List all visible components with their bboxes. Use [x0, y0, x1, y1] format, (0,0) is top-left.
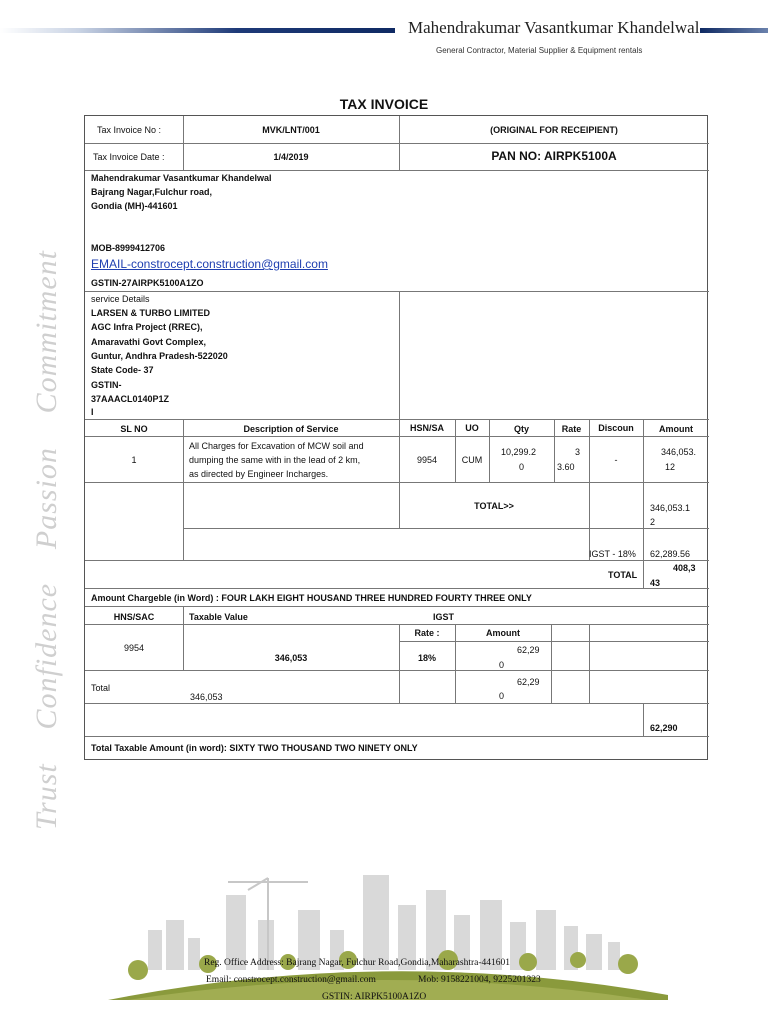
- igst-label: IGST - 18%: [589, 549, 636, 559]
- igst-value: 62,289.56: [650, 549, 691, 559]
- subtotal-label: TOTAL>>: [474, 501, 514, 511]
- tax-header-rate: Rate :: [414, 628, 440, 638]
- tax-grand-total: 62,290: [650, 723, 678, 733]
- subtotal-value: 346,053.1: [650, 503, 691, 513]
- company-name: Mahendrakumar Vasantkumar Khandelwal: [408, 18, 700, 37]
- tax-header-taxable: Taxable Value: [189, 612, 248, 622]
- grand-total-label: TOTAL: [608, 570, 638, 580]
- buyer-gstin-tail: I: [91, 407, 94, 417]
- buyer-gstin-label: GSTIN-: [91, 380, 122, 390]
- seller-mobile: MOB-8999412706: [91, 243, 166, 253]
- invoice-no-value: MVK/LNT/001: [262, 125, 320, 135]
- company-tagline: General Contractor, Material Supplier & Equipment rentals: [436, 46, 643, 55]
- item-uom: CUM: [461, 455, 483, 465]
- item-amount: 346,053.: [661, 447, 697, 457]
- item-description: dumping the same with in the lead of 2 km,: [189, 455, 361, 465]
- item-rate: 3: [575, 447, 581, 457]
- tax-taxable-value: 346,053: [274, 653, 308, 663]
- tax-total-amount: 62,29: [517, 677, 540, 687]
- col-header-sl: SL NO: [120, 424, 148, 434]
- header-stripe-right: [700, 28, 768, 33]
- tax-amount-value: 62,29: [517, 645, 540, 655]
- item-hsn: 9954: [416, 455, 438, 465]
- subtotal-value: 2: [650, 517, 656, 527]
- watermark-word: Commitment: [30, 250, 63, 414]
- pan-number: PAN NO: AIRPK5100A: [491, 149, 617, 163]
- tax-header-hns: HNS/SAC: [113, 612, 155, 622]
- tax-rate-value: 18%: [417, 653, 436, 663]
- tax-total-label: Total: [91, 683, 111, 693]
- amount-in-words: Amount Chargeble (in Word) : FOUR LAKH EIGHT HOUSAND THREE HUNDRED FOURTY THREE ONLY: [91, 593, 532, 603]
- watermark-word: Passion: [30, 447, 63, 550]
- grand-total-value: 43: [650, 578, 661, 588]
- item-description: All Charges for Excavation of MCW soil and: [189, 441, 364, 451]
- col-header-description: Description of Service: [243, 424, 339, 434]
- seller-address-2: Gondia (MH)-441601: [91, 201, 178, 211]
- invoice-date-value: 1/4/2019: [273, 152, 309, 162]
- watermark-word: Confidence: [30, 582, 63, 730]
- grand-total-value: 408,3: [673, 563, 696, 573]
- col-header-qty: Qty: [513, 424, 529, 434]
- buyer-line: AGC Infra Project (RREC),: [91, 322, 203, 332]
- item-discount: -: [614, 455, 618, 465]
- footer-email: Email: constrocept.construction@gmail.com: [206, 975, 376, 985]
- col-header-discount: Discoun: [598, 423, 634, 433]
- buyer-gstin-value: 37AAACL0140P1Z: [91, 394, 170, 404]
- item-sl: 1: [131, 455, 137, 465]
- tax-header-amount: Amount: [486, 628, 520, 638]
- buyer-line: Guntur, Andhra Pradesh-522020: [91, 351, 228, 361]
- buyer-state-code: State Code- 37: [91, 365, 154, 375]
- col-header-amount: Amount: [659, 424, 693, 434]
- buyer-name: LARSEN & TURBO LIMITED: [91, 308, 210, 318]
- seller-email-link[interactable]: EMAIL-constrocept.construction@gmail.com: [91, 257, 328, 271]
- col-header-rate: Rate: [561, 424, 582, 434]
- watermark-word: Trust: [30, 763, 63, 830]
- tax-total-taxable: 346,053: [190, 692, 223, 702]
- tax-amount-in-words: Total Taxable Amount (in word): SIXTY TWO THOUSAND TWO NINETY ONLY: [91, 743, 418, 753]
- item-qty: 10,299.2: [501, 447, 537, 457]
- seller-name: Mahendrakumar Vasantkumar Khandelwal: [91, 173, 272, 183]
- item-description: as directed by Engineer Incharges.: [189, 469, 329, 479]
- original-note: (ORIGINAL FOR RECEIPIENT): [490, 125, 618, 135]
- tax-total-amount: 0: [499, 691, 505, 701]
- buyer-line: Amaravathi Govt Complex,: [91, 337, 207, 347]
- item-amount: 12: [665, 462, 676, 472]
- tax-header-igst: IGST: [433, 612, 455, 622]
- item-rate: 3.60: [557, 462, 575, 472]
- header-stripe-left: [0, 28, 395, 33]
- seller-gstin: GSTIN-27AIRPK5100A1ZO: [91, 278, 204, 288]
- footer-address: Reg. Office Address: Bajrang Nagar, Fulchur Road,Gondia,Maharashtra-441601: [204, 958, 511, 968]
- page-title: TAX INVOICE: [339, 96, 429, 112]
- invoice-date-label: Tax Invoice Date :: [93, 152, 165, 162]
- buyer-section-label: service Details: [91, 294, 150, 304]
- watermark: [30, 250, 64, 830]
- col-header-hsn: HSN/SA: [409, 423, 444, 433]
- seller-address-1: Bajrang Nagar,Fulchur road,: [91, 187, 213, 197]
- skyline-illustration: [108, 860, 668, 1000]
- col-header-uom: UO: [465, 423, 479, 433]
- footer-mobile: Mob: 9158221004, 9225201323: [418, 975, 541, 985]
- tax-amount-value: 0: [499, 660, 505, 670]
- footer-gstin: GSTIN: AIRPK5100A1ZO: [322, 992, 427, 1002]
- item-qty: 0: [518, 462, 524, 472]
- invoice-table: [84, 115, 708, 760]
- tax-hns-value: 9954: [123, 643, 145, 653]
- invoice-no-label: Tax Invoice No :: [97, 125, 162, 135]
